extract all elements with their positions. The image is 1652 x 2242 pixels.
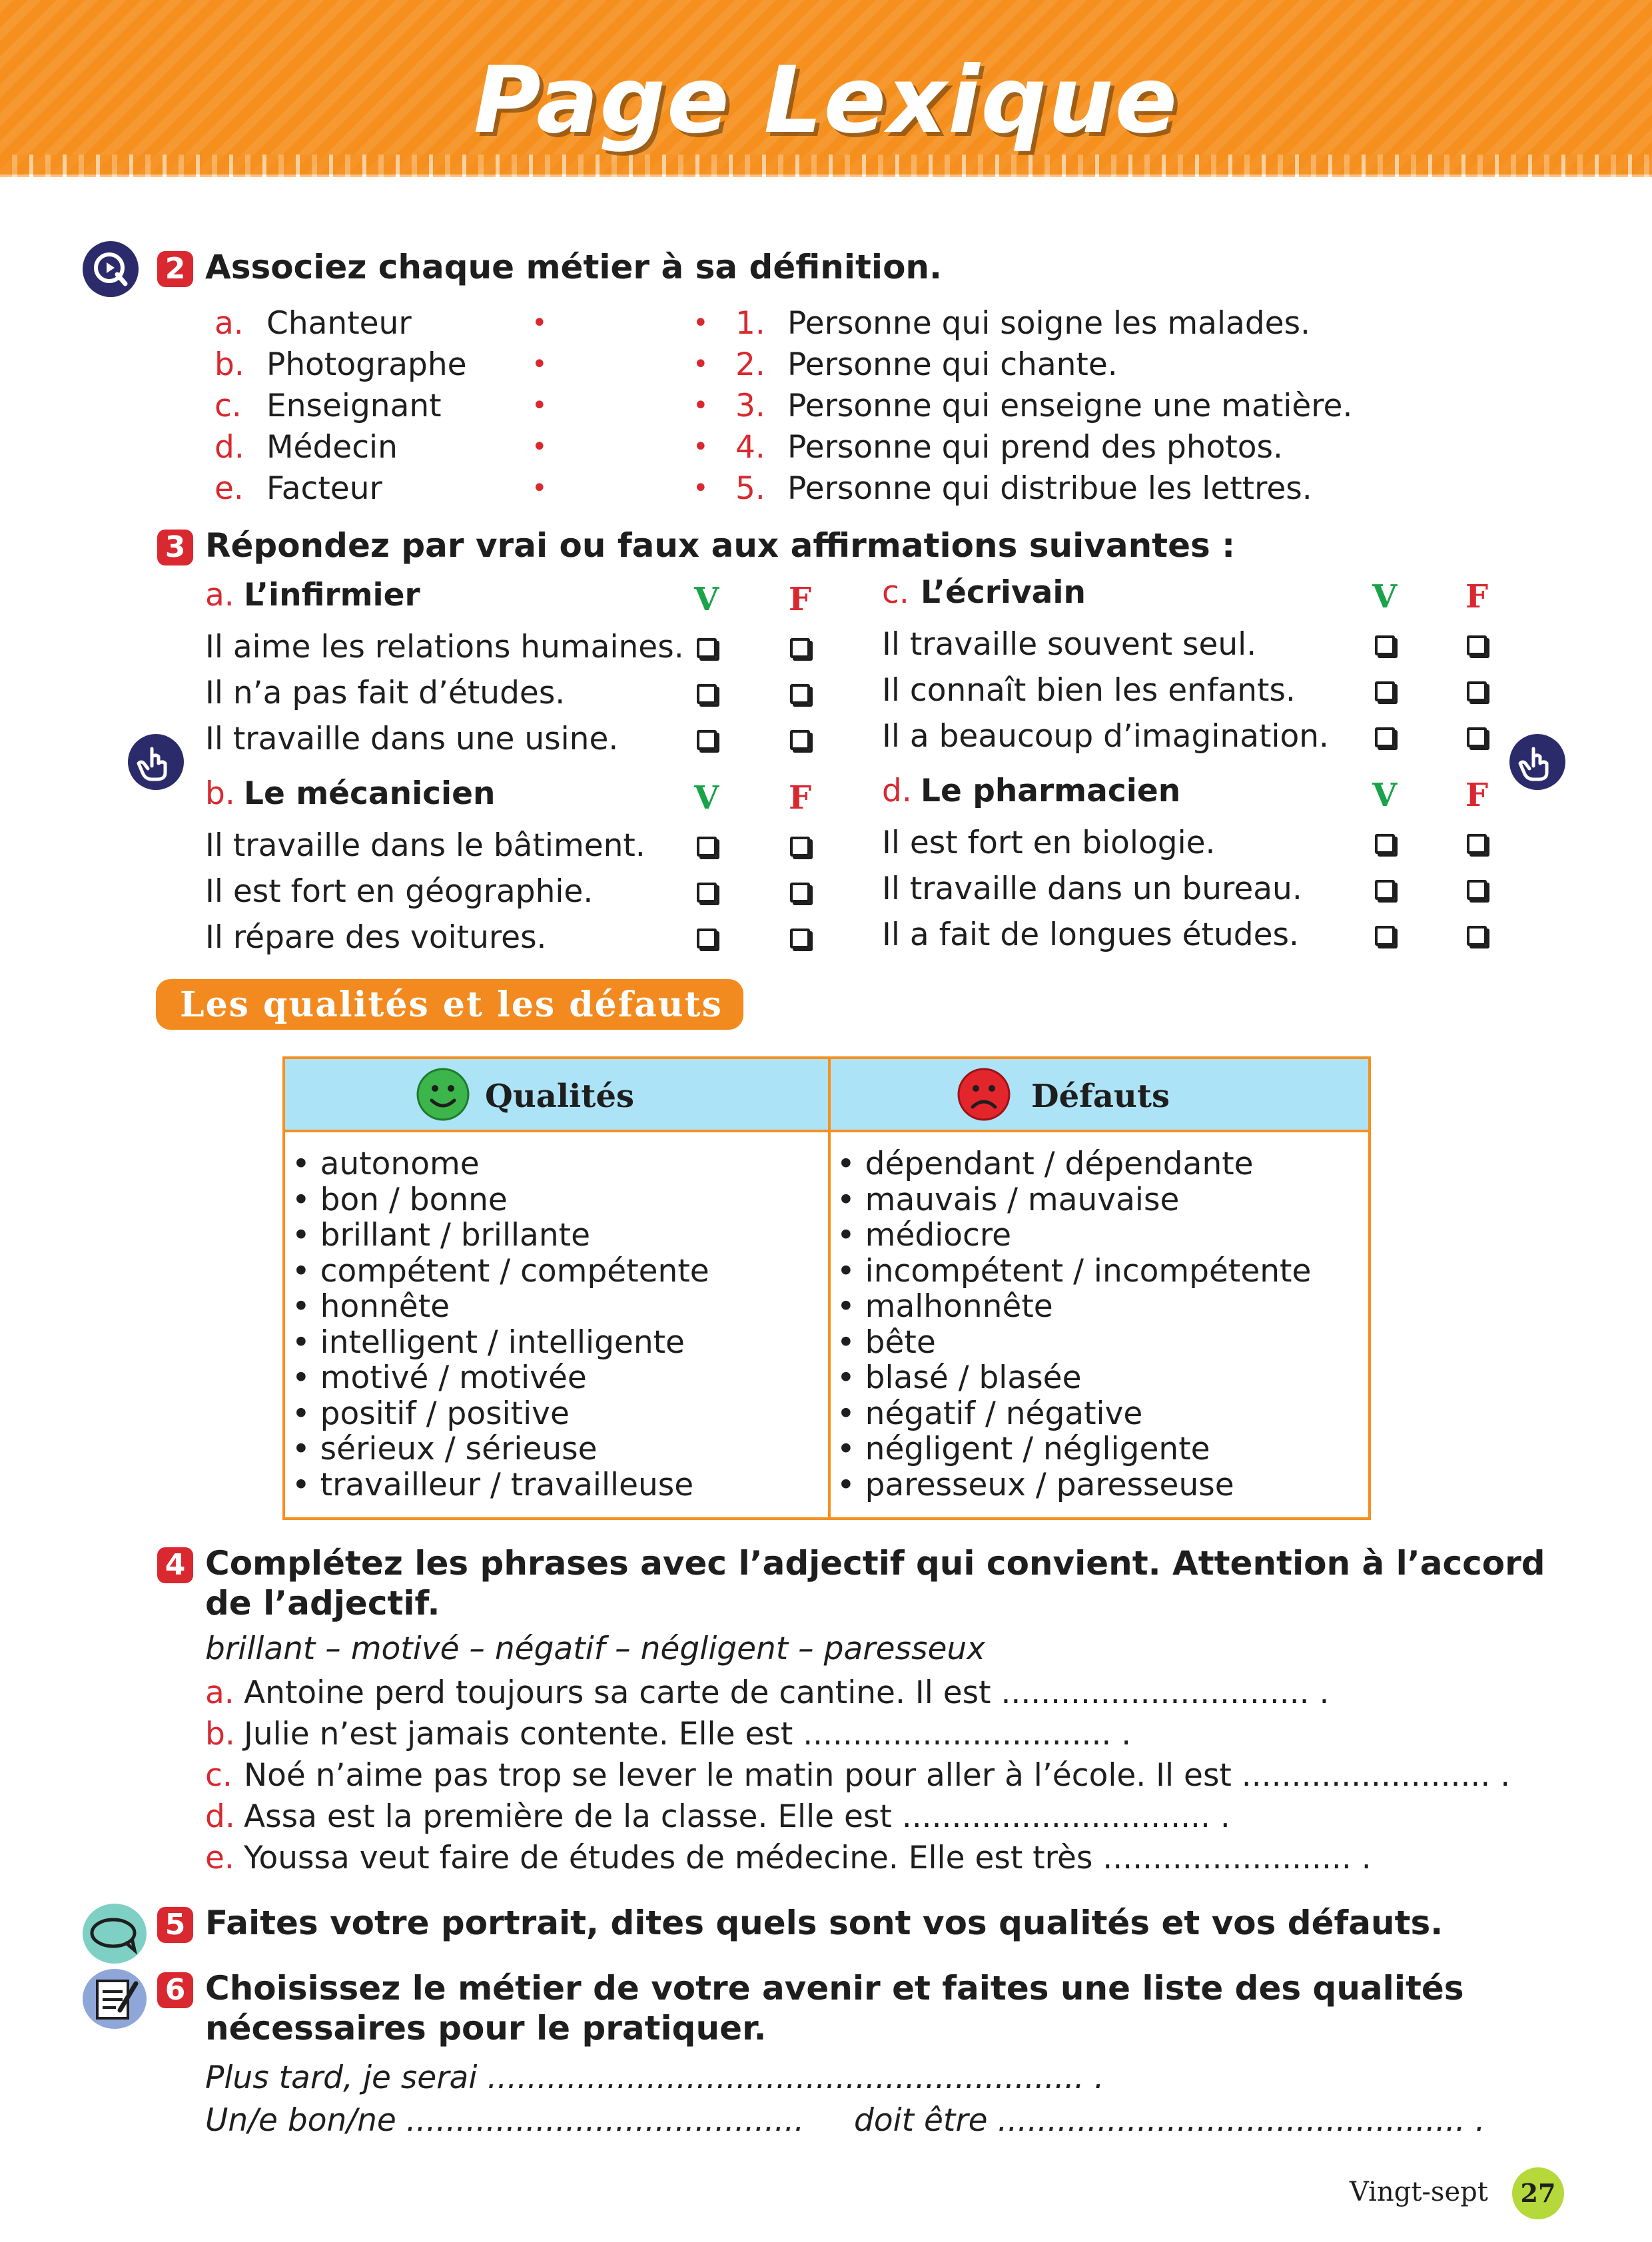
true-checkbox[interactable] [1375, 681, 1395, 701]
group-letter: c. [882, 574, 909, 611]
defect-item: • dépendant / dépendante [837, 1146, 1254, 1182]
statement-text: Il est fort en géographie. [205, 873, 594, 910]
fill-in-sentence[interactable]: Julie n’est jamais contente. Elle est ............................... . [244, 1716, 1132, 1752]
answer-line-1[interactable]: Plus tard, je serai ............................................................ . [205, 2059, 1104, 2096]
banner-torn-edge [0, 155, 1652, 177]
defect-item: • médiocre [837, 1217, 1012, 1254]
fill-in-sentence[interactable]: Noé n’aime pas trop se lever le matin pour aller à l’école. Il est ......................... . [244, 1757, 1511, 1794]
left-bullet[interactable]: • [532, 432, 548, 462]
false-checkbox[interactable] [1467, 926, 1487, 946]
false-label: F [1465, 777, 1489, 814]
true-checkbox[interactable] [697, 883, 717, 903]
fill-in-sentence[interactable]: Antoine perd toujours sa carte de cantine. Il est ............................... . [244, 1675, 1330, 1711]
section-title [156, 979, 743, 1030]
right-bullet[interactable]: • [693, 432, 709, 462]
definition-number: 5. [735, 470, 765, 507]
false-checkbox[interactable] [1467, 681, 1487, 701]
definition-number: 2. [735, 346, 765, 383]
right-bullet[interactable]: • [693, 473, 709, 504]
left-bullet[interactable]: • [532, 308, 548, 338]
answer-line-2b[interactable]: doit être ............................................... . [854, 2102, 1485, 2139]
right-bullet[interactable]: • [693, 349, 709, 380]
item-letter: d. [214, 429, 244, 466]
definition-text: Personne qui enseigne une matière. [787, 388, 1353, 424]
statement-text: Il travaille dans une usine. [205, 721, 619, 757]
item-letter: c. [205, 1757, 232, 1794]
quality-item: • autonome [292, 1146, 480, 1182]
definition-text: Personne qui distribue les lettres. [787, 470, 1312, 507]
quality-item: • intelligent / intelligente [292, 1323, 685, 1361]
defect-item: • négligent / négligente [837, 1431, 1210, 1467]
false-checkbox[interactable] [790, 684, 810, 704]
false-checkbox[interactable] [1467, 635, 1487, 655]
statement-text: Il travaille dans un bureau. [882, 871, 1302, 907]
defect-item: • blasé / blasée [837, 1359, 1082, 1396]
exercise-number: 2 [157, 251, 193, 287]
defect-item: • bête [837, 1323, 936, 1361]
group-letter: d. [882, 773, 912, 809]
speech-icon[interactable] [83, 1904, 147, 1964]
definition-text: Personne qui prend des photos. [787, 429, 1283, 466]
word-bank: brillant – motivé – négatif – négligent – paresseux [205, 1631, 985, 1667]
group-title: L’infirmier [244, 577, 420, 613]
false-checkbox[interactable] [790, 837, 810, 857]
qualites-header-label: Qualités [485, 1078, 635, 1115]
job-name: Chanteur [266, 305, 412, 342]
section-title-text: Les qualités et les défauts [180, 984, 723, 1025]
page-word: Vingt-sept [1350, 2177, 1488, 2207]
quality-item: • bon / bonne [292, 1181, 508, 1218]
group-letter: a. [205, 577, 234, 613]
job-name: Enseignant [266, 388, 442, 424]
true-checkbox[interactable] [1375, 834, 1395, 854]
group-title: Le pharmacien [921, 773, 1181, 809]
exercise-instruction: Associez chaque métier à sa définition. [205, 248, 943, 286]
audio-icon[interactable] [83, 241, 139, 297]
page-number-badge: 27 [1512, 2167, 1564, 2219]
item-letter: a. [205, 1675, 234, 1711]
false-checkbox[interactable] [790, 730, 810, 750]
quality-item: • brillant / brillante [292, 1217, 590, 1254]
true-checkbox[interactable] [697, 684, 717, 704]
definition-number: 3. [735, 388, 765, 424]
right-bullet[interactable]: • [693, 308, 709, 338]
quality-item: • motivé / motivée [292, 1359, 587, 1396]
false-checkbox[interactable] [1467, 834, 1487, 854]
defect-item: • incompétent / incompétente [837, 1252, 1312, 1290]
quality-item: • honnête [292, 1288, 450, 1325]
false-checkbox[interactable] [790, 929, 810, 948]
statement-text: Il travaille dans le bâtiment. [205, 827, 645, 864]
statement-text: Il aime les relations humaines. [205, 629, 684, 665]
statement-text: Il connaît bien les enfants. [882, 672, 1296, 709]
item-letter: a. [214, 305, 244, 342]
statement-text: Il est fort en biologie. [882, 825, 1216, 861]
job-name: Médecin [266, 429, 398, 466]
right-bullet[interactable]: • [693, 390, 709, 421]
job-name: Facteur [266, 470, 382, 507]
exercise-instruction-line1: Choisissez le métier de votre avenir et faites une liste des qualités [205, 1969, 1464, 2008]
true-checkbox[interactable] [1375, 635, 1395, 655]
exercise-instruction: Répondez par vrai ou faux aux affirmations suivantes : [205, 526, 1236, 565]
quality-item: • travailleur / travailleuse [292, 1466, 694, 1503]
true-checkbox[interactable] [697, 730, 717, 750]
fill-in-sentence[interactable]: Assa est la première de la classe. Elle est ............................... . [244, 1798, 1230, 1835]
definition-text: Personne qui chante. [787, 346, 1118, 383]
true-checkbox[interactable] [697, 638, 717, 658]
item-letter: b. [205, 1716, 235, 1752]
page-title: Page Lexique [473, 47, 1179, 154]
qualities-defects-table [282, 1056, 1371, 1520]
exercise-number: 3 [157, 530, 193, 565]
statement-text: Il travaille souvent seul. [882, 626, 1257, 663]
true-label: V [694, 779, 719, 817]
true-checkbox[interactable] [1375, 727, 1395, 747]
answer-line-2a[interactable]: Un/e bon/ne ........................................ [205, 2102, 805, 2139]
defect-item: • paresseux / paresseuse [837, 1466, 1234, 1503]
fill-in-sentence[interactable]: Youssa veut faire de études de médecine. Elle est très ......................... . [244, 1840, 1372, 1876]
false-label: F [789, 779, 812, 817]
definition-number: 4. [735, 429, 765, 466]
false-label: F [1465, 578, 1489, 615]
smile-icon [416, 1067, 470, 1122]
frown-icon [957, 1067, 1011, 1122]
quality-item: • sérieux / sérieuse [292, 1431, 598, 1467]
false-checkbox[interactable] [1467, 727, 1487, 747]
definition-text: Personne qui soigne les malades. [787, 305, 1311, 342]
group-letter: b. [205, 775, 235, 812]
item-letter: e. [214, 470, 244, 507]
exercise-number: 5 [157, 1907, 193, 1943]
item-letter: b. [214, 346, 244, 383]
touch-icon[interactable] [1509, 734, 1565, 790]
exercise-instruction-line2: nécessaires pour le pratiquer. [205, 2009, 767, 2048]
item-letter: d. [205, 1798, 235, 1835]
false-checkbox[interactable] [790, 638, 810, 658]
defect-item: • mauvais / mauvaise [837, 1181, 1180, 1218]
touch-icon[interactable] [128, 734, 184, 790]
true-checkbox[interactable] [1375, 926, 1395, 946]
true-label: V [694, 581, 719, 618]
false-checkbox[interactable] [1467, 880, 1487, 900]
false-checkbox[interactable] [790, 883, 810, 903]
exercise-number: 4 [157, 1547, 193, 1583]
true-checkbox[interactable] [1375, 880, 1395, 900]
group-title: Le mécanicien [244, 775, 496, 812]
left-bullet[interactable]: • [532, 473, 548, 504]
writing-icon[interactable] [83, 1969, 147, 2029]
statement-text: Il a beaucoup d’imagination. [882, 718, 1329, 755]
true-label: V [1372, 777, 1398, 814]
quality-item: • positif / positive [292, 1395, 570, 1432]
item-letter: e. [205, 1840, 234, 1876]
item-letter: c. [214, 388, 242, 424]
exercise-instruction-line1: Complétez les phrases avec l’adjectif qui convient. Attention à l’accord [205, 1544, 1545, 1583]
job-name: Photographe [266, 346, 467, 383]
false-label: F [789, 581, 812, 618]
true-checkbox[interactable] [697, 929, 717, 948]
defauts-header-label: Défauts [1031, 1078, 1170, 1115]
defect-item: • malhonnête [837, 1288, 1053, 1325]
statement-text: Il répare des voitures. [205, 919, 547, 956]
true-checkbox[interactable] [697, 837, 717, 857]
left-bullet[interactable]: • [532, 390, 548, 421]
group-title: L’écrivain [921, 574, 1086, 611]
defect-item: • négatif / négative [837, 1395, 1143, 1432]
statement-text: Il n’a pas fait d’études. [205, 675, 566, 711]
true-label: V [1372, 578, 1398, 615]
exercise-instruction: Faites votre portrait, dites quels sont vos qualités et vos défauts. [205, 1904, 1444, 1942]
quality-item: • compétent / compétente [292, 1252, 709, 1290]
statement-text: Il a fait de longues études. [882, 917, 1299, 953]
exercise-number: 6 [157, 1972, 193, 2008]
exercise-instruction-line2: de l’adjectif. [205, 1584, 440, 1623]
definition-number: 1. [735, 305, 765, 342]
column-divider [828, 1059, 831, 1517]
left-bullet[interactable]: • [532, 349, 548, 380]
